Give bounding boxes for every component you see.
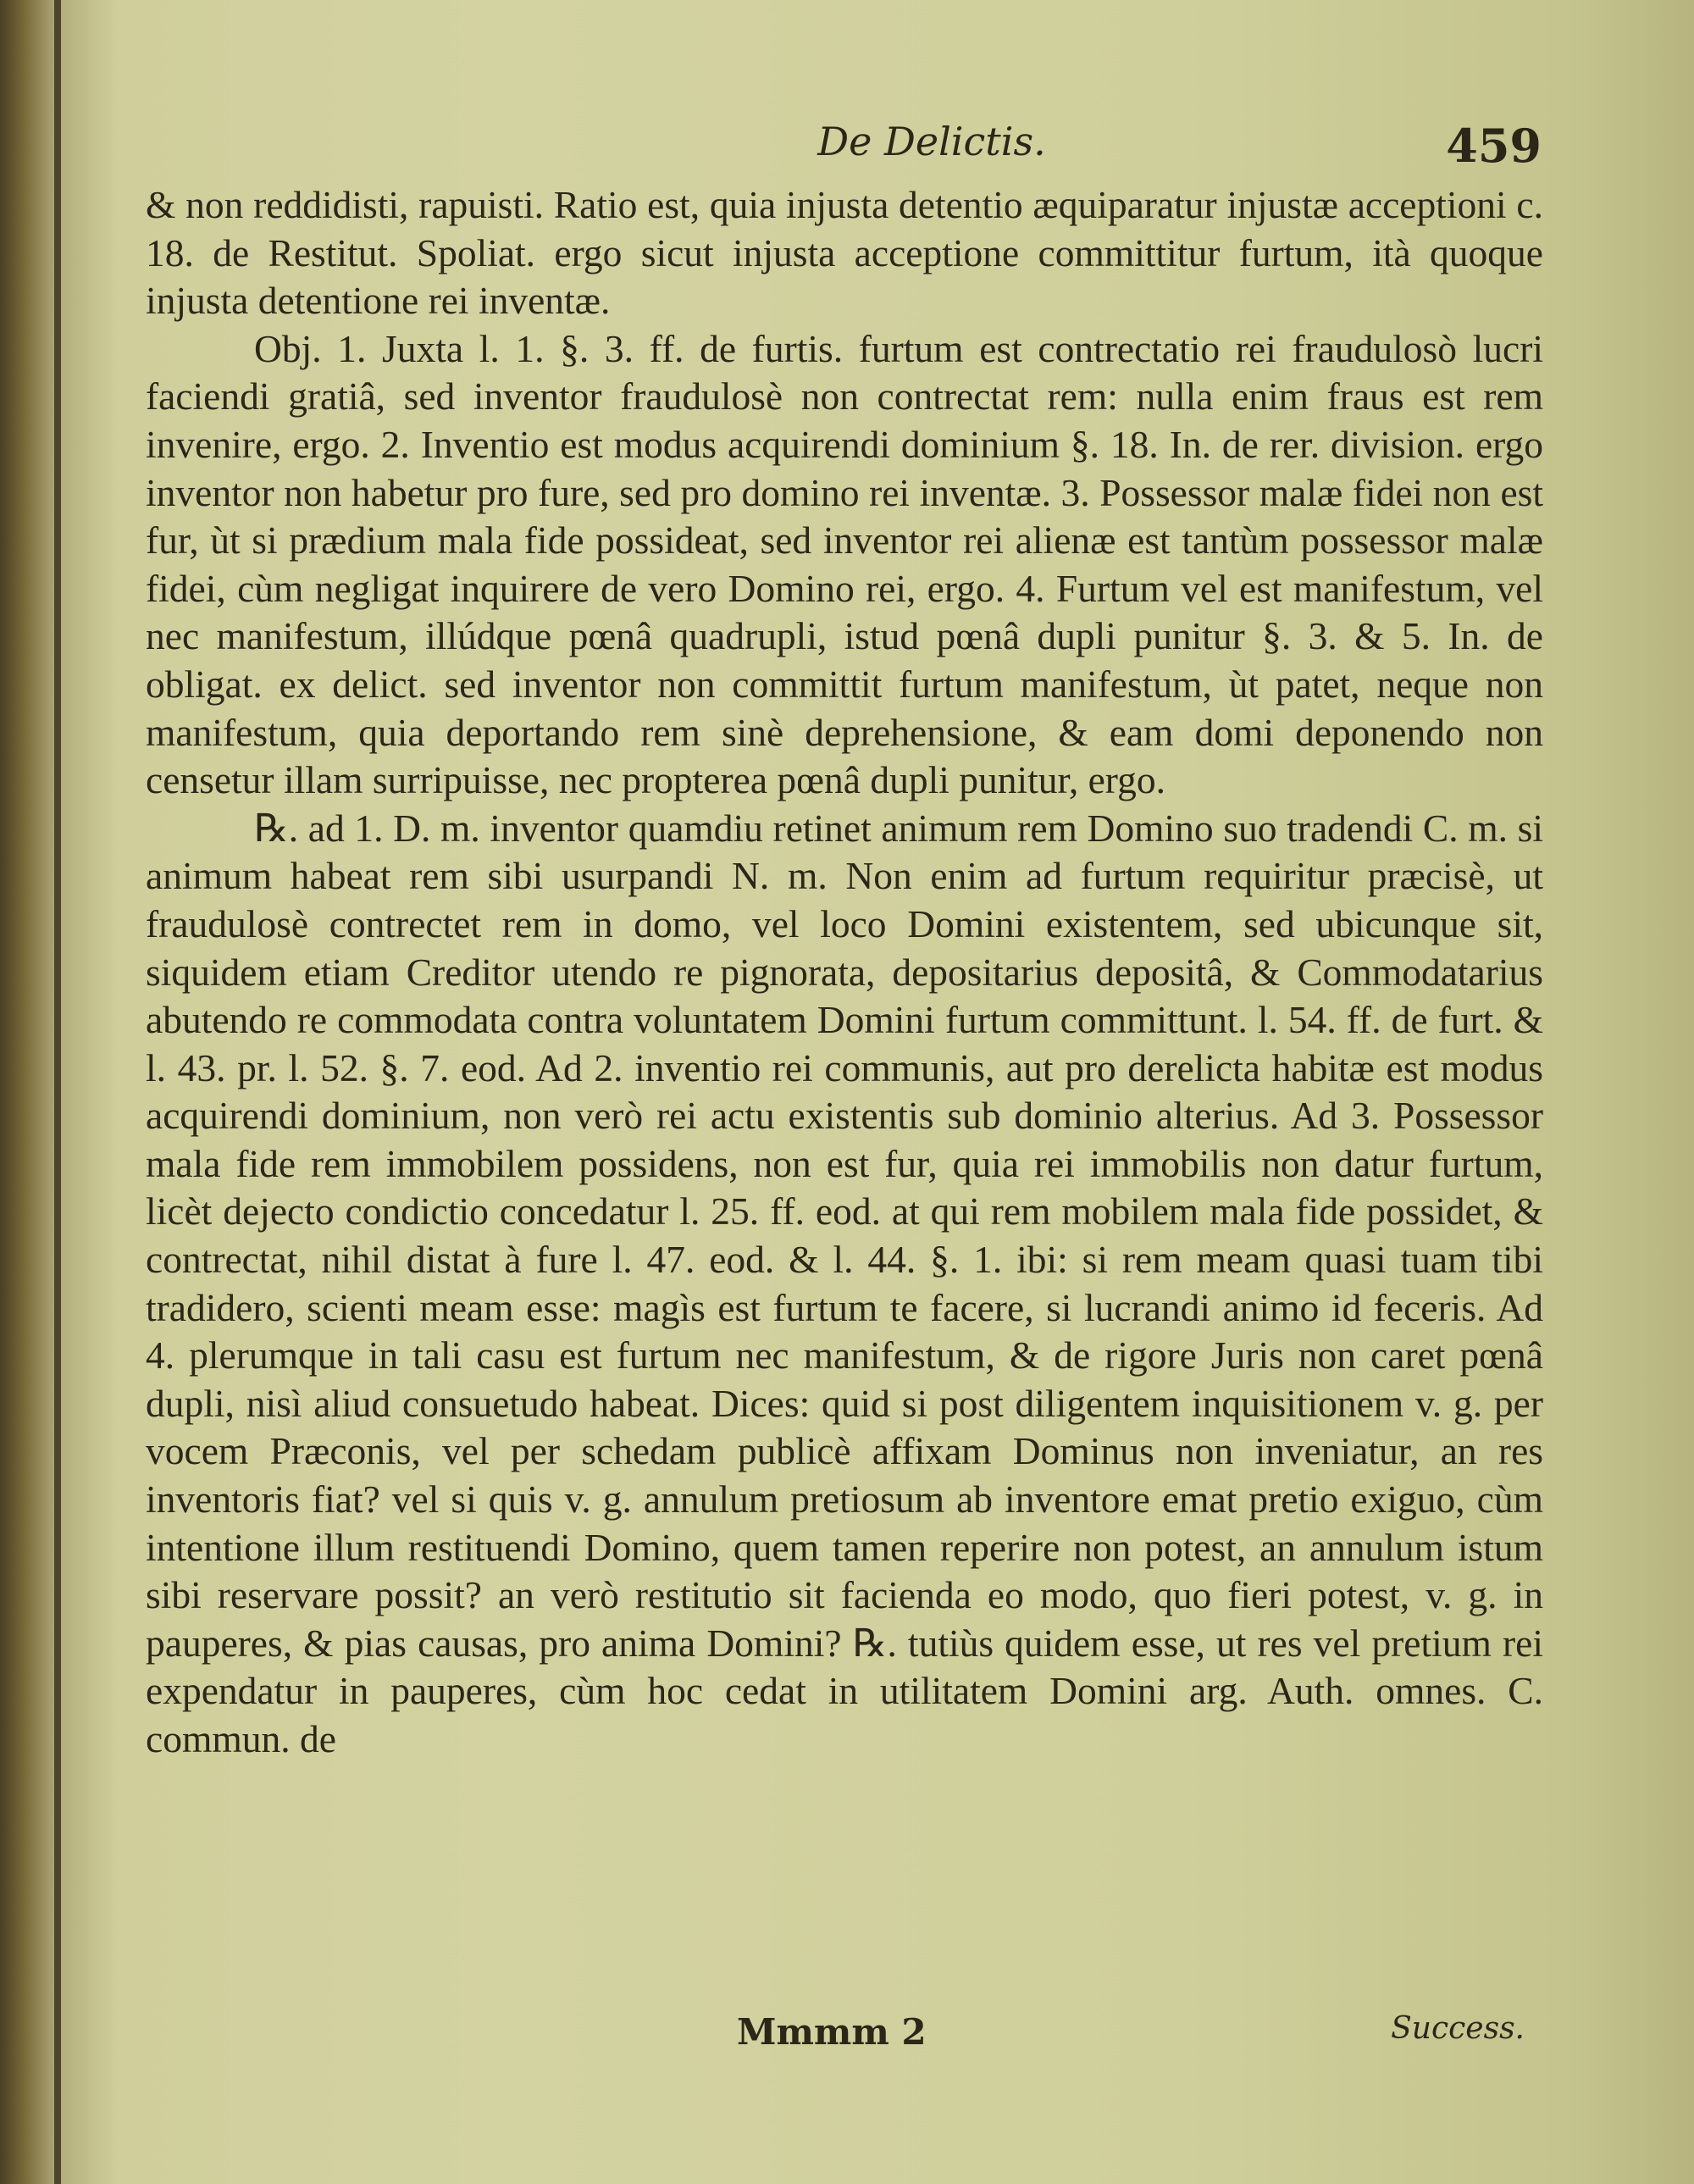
catchword: Success. [1391, 2011, 1525, 2046]
signature-mark: Mmmm 2 [737, 2011, 927, 2053]
paragraph-responses: ℞. ad 1. D. m. inventor quamdiu retinet animum rem Domino suo tradendi C. m. si animum habeat rem sibi usurpandi N. m. Non enim ad furtum requiritur præcisè, ut fraudulosè contrectet rem in domo, vel loco Domini existentem, sed ubicunque sit, siquidem etiam Creditor utendo re pignorata, depositarius depositâ, & Commodatarius abutendo re commodata contra voluntatem Domini furtum committunt. l. 54. ff. de furt. & l. 43. pr. l. 52. §. 7. eod. Ad 2. inventio rei communis, aut pro derelicta habitæ est modus acquirendi dominium, non verò rei actu existentis sub dominio alterius. Ad 3. Possessor mala fide rem immobilem possidens, non est fur, quia rei immobilis non datur furtum, licèt dejecto condictio concedatur l. 25. ff. eod. at qui rem mobilem mala fide possidet, & contrectat, nihil distat à fure l. 47. eod. & l. 44. §. 1. ibi: si rem meam quasi tuam tibi tradidero, scienti meam esse: magìs est furtum te facere, si lucrandi animo id feceris. Ad 4. plerumque in tali casu est furtum nec manifestum, & de rigore Juris non caret pœnâ dupli, nisì aliud consuetudo habeat. Dices: quid si post diligentem inquisitionem v. g. per vocem Præconis, vel per schedam publicè affixam Dominus non inveniatur, an res inventoris fiat? vel si quis v. g. annulum pretiosum ab inventore emat pretio exiguo, cùm intentione illum restituendi Domino, quem tamen reperire non potest, an annulum istum sibi reservare possit? an verò restitutio sit facienda eo modo, quo fieri potest, v. g. in pauperes, & pias causas, pro anima Domini? ℞. tutiùs quidem esse, ut res vel pretium rei expendatur in pauperes, cùm hoc cedat in utilitatem Domini arg. Auth. omnes. C. commun. de [146, 806, 1543, 1760]
page-header [152, 119, 1542, 178]
running-head: De Delictis. [817, 119, 1046, 164]
paragraph-1: & non reddidisti, rapuisti. Ratio est, quia injusta detentio æquiparatur injustæ acceptioni c. 18. de Restitut. Spoliat. ergo sicut injusta acceptione committitur furtum, ità quoque injusta detentione rei inventæ. [146, 183, 1543, 323]
body-text [146, 181, 1543, 1764]
paragraph-objections: Obj. 1. Juxta l. 1. §. 3. ff. de furtis. furtum est contrectatio rei fraudulosò lucri faciendi gratiâ, sed inventor fraudulosè non contrectat rem: nulla enim fraus est rem invenire, ergo. 2. Inventio est modus acquirendi dominium §. 18. In. de rer. division. ergo inventor non habetur pro fure, sed pro domino rei inventæ. 3. Possessor malæ fidei non est fur, ùt si prædium mala fide possideat, sed inventor rei alienæ est tantùm possessor malæ fidei, cùm negligat inquirere de vero Domino rei, ergo. 4. Furtum vel est manifestum, vel nec manifestum, illúdque pœnâ quadrupli, istud pœnâ dupli punitur §. 3. & 5. In. de obligat. ex delict. sed inventor non committit furtum manifestum, ùt patet, neque non manifestum, quia deportando rem sinè deprehensione, & eam domi deponendo non censetur illam surripuisse, nec propterea pœnâ dupli punitur, ergo. [146, 326, 1543, 802]
page-number: 459 [1446, 119, 1542, 173]
binding-gutter [54, 0, 61, 2184]
page-footer [152, 2011, 1542, 2079]
